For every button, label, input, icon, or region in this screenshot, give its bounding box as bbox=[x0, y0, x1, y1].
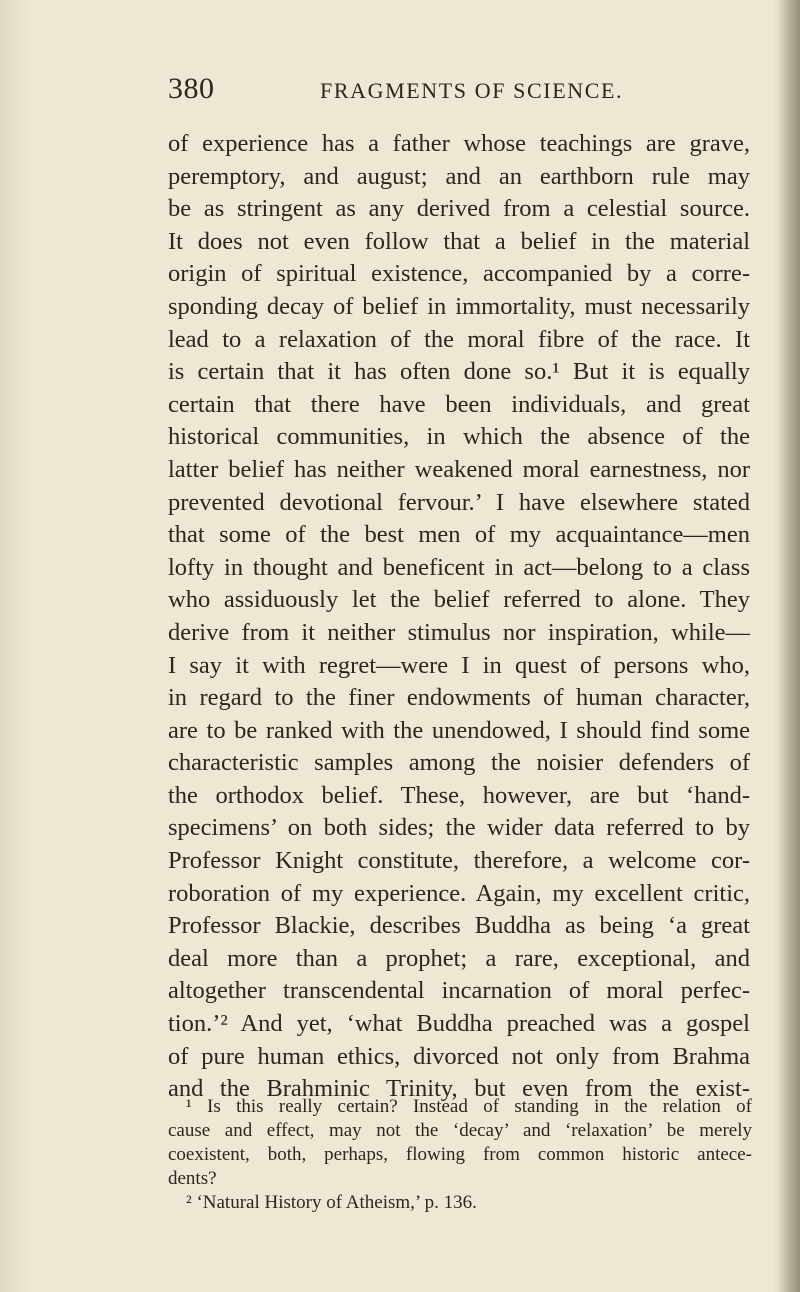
text-line: is certain that it has often done so.¹ But it is equally bbox=[168, 358, 750, 386]
text-line: Professor Knight constitute, therefore, a welcome cor- bbox=[168, 847, 750, 875]
running-head: FRAGMENTS OF SCIENCE. bbox=[320, 78, 624, 103]
text-line: origin of spiritual existence, accompanied by a corre- bbox=[168, 260, 750, 288]
text-line: peremptory, and august; and an earthborn rule may bbox=[168, 162, 750, 190]
footnote-line: dents? bbox=[168, 1168, 217, 1189]
text-line: lofty in thought and beneficent in act—belong to a class bbox=[168, 553, 750, 581]
text-line: latter belief has neither weakened moral earnestness, nor bbox=[168, 455, 750, 483]
text-line: be as stringent as any derived from a celestial source. bbox=[168, 195, 750, 223]
text-line: are to be ranked with the unendowed, I should find some bbox=[168, 716, 750, 744]
page-header bbox=[168, 72, 768, 108]
text-line: lead to a relaxation of the moral fibre of the race. It bbox=[168, 325, 750, 353]
text-line: deal more than a prophet; a rare, exceptional, and bbox=[168, 944, 750, 972]
text-line: specimens’ on both sides; the wider data referred to by bbox=[168, 814, 750, 842]
text-line: roboration of my experience. Again, my excellent critic, bbox=[168, 879, 750, 907]
text-line: characteristic samples among the noisier defenders of bbox=[168, 749, 750, 777]
footnote-line: ¹ Is this really certain? Instead of standing in the relation of bbox=[186, 1096, 752, 1117]
text-line: derive from it neither stimulus nor inspiration, while— bbox=[168, 618, 750, 646]
text-line: I say it with regret—were I in quest of persons who, bbox=[168, 651, 750, 679]
text-line: who assiduously let the belief referred to alone. They bbox=[168, 586, 750, 614]
body-text bbox=[168, 128, 750, 1106]
footnote-line: ² ‘Natural History of Atheism,’ p. 136. bbox=[186, 1192, 477, 1213]
page-edge-shadow bbox=[778, 0, 800, 1292]
page-number: 380 bbox=[168, 72, 215, 105]
text-line: altogether transcendental incarnation of moral perfec- bbox=[168, 977, 750, 1005]
footnote-line: coexistent, both, perhaps, flowing from common historic antece- bbox=[168, 1144, 752, 1165]
text-line: certain that there have been individuals, and great bbox=[168, 390, 750, 418]
text-line: that some of the best men of my acquaintance—men bbox=[168, 521, 750, 549]
footnotes bbox=[168, 1095, 752, 1215]
footnote-line: cause and effect, may not the ‘decay’ and ‘relaxation’ be merely bbox=[168, 1120, 752, 1141]
text-line: Professor Blackie, describes Buddha as being ‘a great bbox=[168, 912, 750, 940]
text-line: and the Brahminic Trinity, but even from the exist- bbox=[168, 1075, 750, 1103]
text-line: sponding decay of belief in immortality, must necessarily bbox=[168, 292, 750, 320]
text-line: in regard to the finer endowments of human character, bbox=[168, 684, 750, 712]
text-line: It does not even follow that a belief in the material bbox=[168, 227, 750, 255]
text-line: historical communities, in which the absence of the bbox=[168, 423, 750, 451]
text-line: of pure human ethics, divorced not only from Brahma bbox=[168, 1042, 750, 1070]
text-line: tion.’² And yet, ‘what Buddha preached was a gospel bbox=[168, 1010, 750, 1038]
text-line: prevented devotional fervour.’ I have elsewhere stated bbox=[168, 488, 750, 516]
text-line: of experience has a father whose teachings are grave, bbox=[168, 130, 750, 157]
text-line: the orthodox belief. These, however, are but ‘hand- bbox=[168, 781, 750, 809]
